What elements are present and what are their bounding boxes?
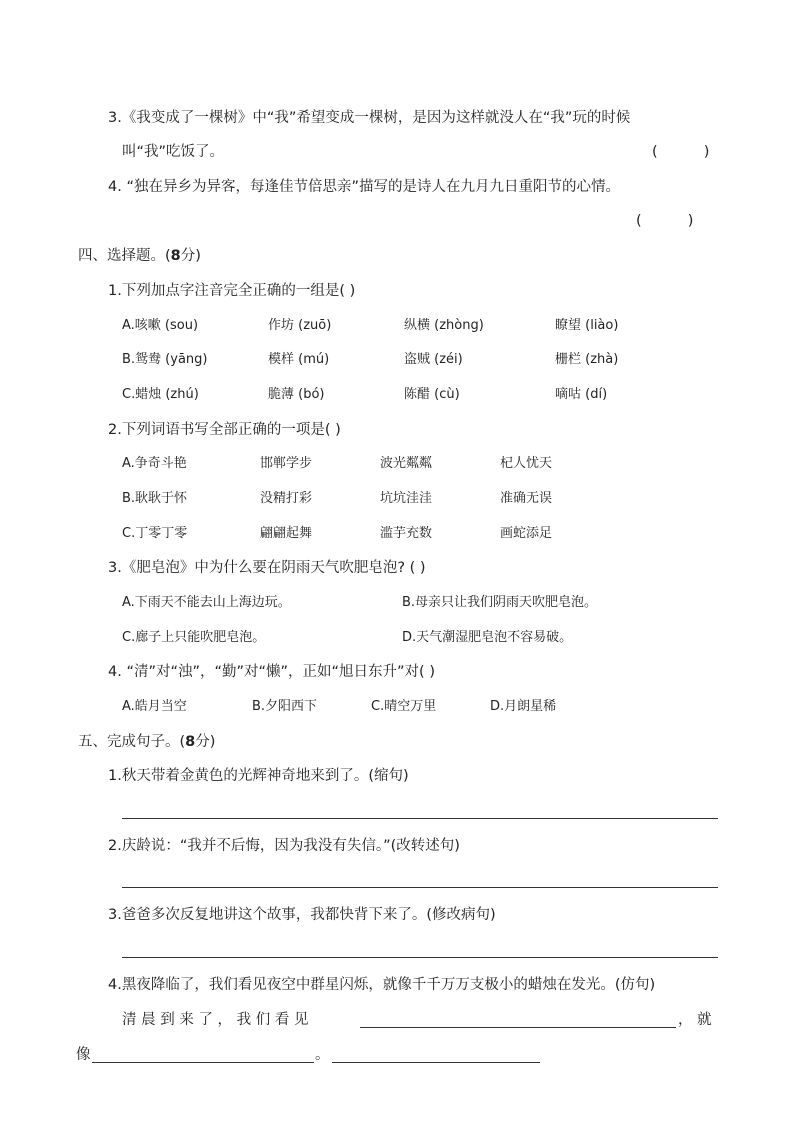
s5-q4-line2-start: 清 晨 到 来 了 ， 我 们 看 见 xyxy=(122,1012,309,1028)
s4-q1-option-a: A.咳嗽 (sou) xyxy=(122,318,199,333)
section4-heading: 四、选择题。(8分) xyxy=(78,248,201,264)
s5-q4-blank-2[interactable] xyxy=(92,1062,314,1063)
judge-q3-line1: 3.《我变成了一棵树》中“我”希望变成一棵树，是因为这样就没人在“我”玩的时候 xyxy=(108,110,631,126)
s4-q3-option-b: B.母亲只让我们阴雨天吹肥皂泡。 xyxy=(402,595,598,610)
s4-q3-option-a: A.下雨天不能去山上海边玩。 xyxy=(122,595,291,610)
s5-q2-text: 2.庆龄说：“我并不后悔，因为我没有失信。”(改转述句) xyxy=(108,838,460,854)
s4-q2-item: 邯郸学步 xyxy=(260,456,313,471)
s4-q2-option-a: A.争奇斗艳 xyxy=(122,456,187,471)
s4-q1-item: 盗贼 (zéi) xyxy=(404,352,463,367)
s4-q1-item: 作坊 (zuō) xyxy=(268,318,332,333)
judge-q3-line2: 叫“我”吃饭了。 xyxy=(122,144,225,160)
s4-q2-item: 波光粼粼 xyxy=(380,456,433,471)
judge-q3-answer-paren[interactable]: ( ) xyxy=(652,144,710,160)
s4-q4-option-c: C.晴空万里 xyxy=(371,699,437,714)
s4-q2-item: 坑坑洼洼 xyxy=(380,491,433,506)
s4-q2-item: 画蛇添足 xyxy=(500,526,553,541)
s4-q1-item: 脆薄 (bó) xyxy=(268,387,325,402)
s4-q4-option-a: A.皓月当空 xyxy=(122,699,187,714)
s4-q2-text: 2.下列词语书写全部正确的一项是( ) xyxy=(108,422,341,438)
s5-q3-answer-line[interactable] xyxy=(122,957,718,958)
judge-q4-answer-paren[interactable]: ( ) xyxy=(636,213,694,229)
s5-q4-text: 4.黑夜降临了，我们看见夜空中群星闪烁，就像千千万万支极小的蜡烛在发光。(仿句) xyxy=(108,977,656,993)
s4-q1-item: 陈醋 (cù) xyxy=(404,387,460,402)
s4-q2-option-b: B.耿耿于怀 xyxy=(122,491,188,506)
s4-q4-option-d: D.月朗星稀 xyxy=(490,699,557,714)
s5-q4-line3-period: 。 xyxy=(315,1047,330,1063)
s4-q2-item: 翩翩起舞 xyxy=(260,526,313,541)
s4-q1-option-b: B.鸳鸯 (yāng) xyxy=(122,352,208,367)
s4-q2-item: 没精打彩 xyxy=(260,491,313,506)
s5-q4-blank-1[interactable] xyxy=(360,1027,676,1028)
s4-q2-item: 滥芋充数 xyxy=(380,526,433,541)
s5-q3-text: 3.爸爸多次反复地讲这个故事，我都快背下来了。(修改病句) xyxy=(108,907,496,923)
s4-q1-item: 纵横 (zhòng) xyxy=(404,318,484,333)
section5-heading: 五、完成句子。(8分) xyxy=(78,734,216,750)
judge-q4-line1: 4. “独在异乡为异客，每逢佳节倍思亲”描写的是诗人在九月九日重阳节的心情。 xyxy=(108,179,620,195)
s4-q4-option-b: B.夕阳西下 xyxy=(252,699,318,714)
s5-q2-answer-line[interactable] xyxy=(122,887,718,888)
s4-q1-item: 模样 (mú) xyxy=(268,352,330,367)
s4-q2-item: 杞人忧天 xyxy=(500,456,553,471)
s4-q1-item: 栅栏 (zhà) xyxy=(555,352,619,367)
s5-q4-line3-start: 像 xyxy=(76,1047,91,1063)
s4-q1-item: 嘀咕 (dí) xyxy=(555,387,608,402)
s4-q1-item: 瞭望 (liào) xyxy=(555,318,619,333)
s4-q4-text: 4. “清”对“浊”，“勤”对“懒”，正如“旭日东升”对( ) xyxy=(108,664,435,680)
s4-q3-text: 3.《肥皂泡》中为什么要在阴雨天气吹肥皂泡? ( ) xyxy=(108,560,426,576)
s5-q4-line2-end: ， 就 xyxy=(678,1012,712,1028)
s4-q3-option-d: D.天气潮湿肥皂泡不容易破。 xyxy=(402,630,573,645)
s5-q1-text: 1.秋天带着金黄色的光辉神奇地来到了。(缩句) xyxy=(108,768,409,784)
s4-q1-option-c: C.蜡烛 (zhú) xyxy=(122,387,199,402)
s5-q1-answer-line[interactable] xyxy=(122,818,718,819)
s4-q2-option-c: C.丁零丁零 xyxy=(122,526,188,541)
s4-q3-option-c: C.廊子上只能吹肥皂泡。 xyxy=(122,630,266,645)
s5-q4-blank-3[interactable] xyxy=(332,1062,540,1063)
s4-q2-item: 准确无误 xyxy=(500,491,553,506)
s4-q1-text: 1.下列加点字注音完全正确的一组是( ) xyxy=(108,283,356,299)
